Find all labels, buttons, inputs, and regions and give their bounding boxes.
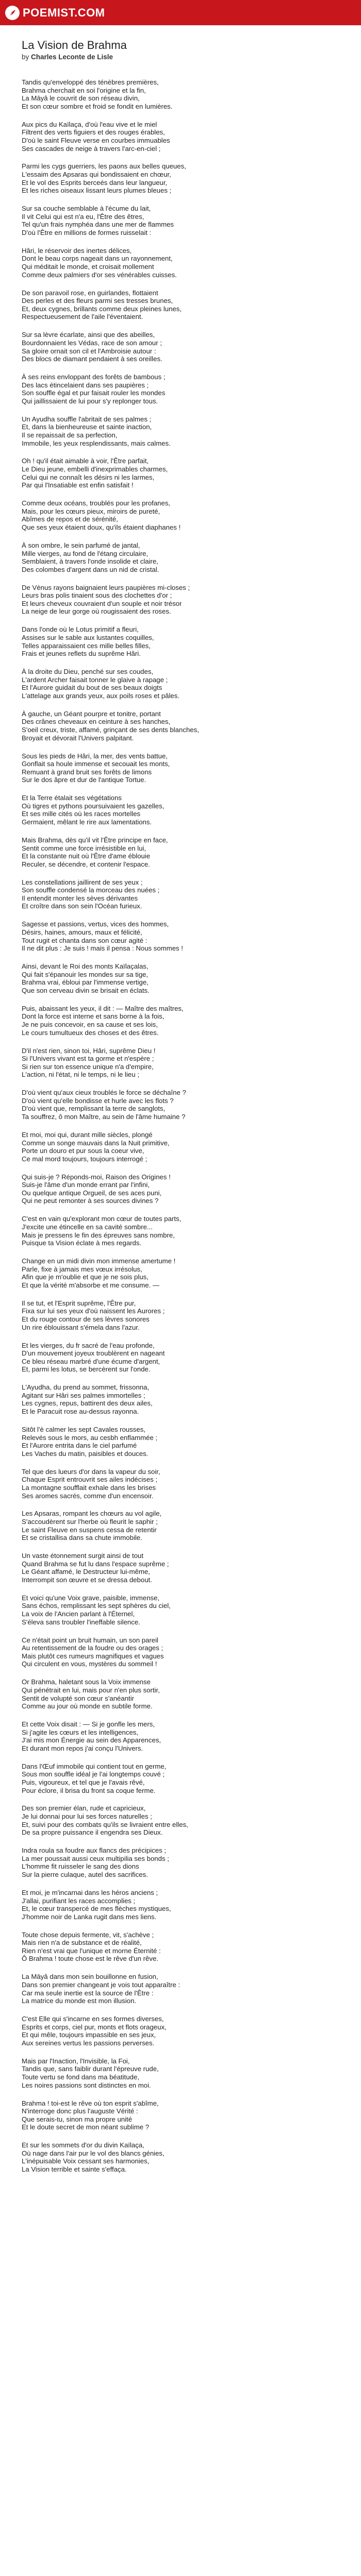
poem-line: Puisque ta Vision éclate à mes regards. bbox=[22, 1239, 142, 1247]
poem-line: Ce n'était point un bruit humain, un son pareil bbox=[22, 1636, 158, 1644]
stanza bbox=[22, 1047, 339, 1079]
poem-line: C'est en vain qu'explorant mon cœur de toutes parts, bbox=[22, 1215, 182, 1223]
poem-line: Aux sereines vertus les passions perverses. bbox=[22, 2039, 155, 2047]
poem-line: Pour éclore, il brisa du front sa coque ferme. bbox=[22, 1786, 156, 1794]
poem-line: Puis, vigoureux, et tel que je l'avais rêvé, bbox=[22, 1778, 145, 1786]
poem-line: Esprits et corps, ciel pur, monts et flots orageux, bbox=[22, 2023, 167, 2031]
stanza bbox=[22, 162, 339, 194]
poem-line: Celui qui ne connaît les désirs ni les larmes, bbox=[22, 473, 155, 481]
poem-line: Dans son premier changeant je vois tout apparaître : bbox=[22, 1980, 180, 1989]
poem-line: Des crânes cheveaux en ceinture à ses hanches, bbox=[22, 718, 171, 726]
stanza bbox=[22, 1215, 339, 1247]
poem-line: Brahma vrai, ébloui par l'immense vertige, bbox=[22, 978, 149, 987]
poem-line: Des colombes d'argent dans un nid de cristal. bbox=[22, 565, 159, 573]
poem-line: Et, le cœur transpercé de mes flèches mystiques, bbox=[22, 1905, 171, 1913]
poem-line: L'inépuisable Voix cessant ses harmonies, bbox=[22, 2157, 150, 2165]
poem-line: Tandis que, sans faiblir durant l'épreuve rude, bbox=[22, 2065, 159, 2073]
poem-line: Fixa sur lui ses yeux d'où naissent les Aurores ; bbox=[22, 1307, 165, 1315]
poem-line: Le cours tumultueux des choses et des êtres. bbox=[22, 1028, 159, 1037]
poem-line: C'est Elle qui s'incarne en ses formes diverses, bbox=[22, 2015, 164, 2023]
poem-line: Comme deux océans, troublés pour les profanes, bbox=[22, 499, 171, 507]
stanza bbox=[22, 2057, 339, 2089]
poem-line: Et la constante nuit où l'Être d'ame éblouie bbox=[22, 852, 151, 860]
stanza bbox=[22, 2099, 339, 2131]
poem-line: Comme deux palmiers d'or ses vénérables cuisses. bbox=[22, 270, 177, 279]
stanza bbox=[22, 1131, 339, 1163]
poem-line: Que serais-tu, sinon ma propre unité bbox=[22, 2115, 133, 2123]
poem-line: Que son cerveau divin se brisait en éclats. bbox=[22, 986, 150, 994]
stanza bbox=[22, 1552, 339, 1584]
stanza bbox=[22, 836, 339, 868]
poem-line: L'attelage aux grands yeux, aux poils roses et pâles. bbox=[22, 691, 180, 700]
poem-line: Tel que des lueurs d'or dans la vapeur du soir, bbox=[22, 1467, 160, 1476]
poem-line: Il ne dit plus : Je suis ! mais il pensa : Nous sommes ! bbox=[22, 944, 183, 953]
stanza bbox=[22, 878, 339, 910]
author-prefix: by bbox=[22, 53, 31, 61]
stanza bbox=[22, 247, 339, 279]
poem-line: Qui suis-je ? Réponds-moi, Raison des Origines ! bbox=[22, 1173, 171, 1181]
poem-line: D'où le saint Fleuve verse en courbes immuables bbox=[22, 136, 170, 144]
poem-line: À ses reins envloppant des forêts de bambous ; bbox=[22, 373, 166, 381]
poem-line: Sitôt l'è calmer les sept Cavales rousses, bbox=[22, 1426, 145, 1433]
poem-line: Des perles et des fleurs parmi ses tresses brunes, bbox=[22, 297, 173, 305]
poem-line: Au retentissement de la foudre ou des orages ; bbox=[22, 1644, 163, 1652]
poem-line: Les Apsaras, rompant les chœurs au vol agile, bbox=[22, 1510, 162, 1518]
poem-line: Qui fait s'épanouir les mondes sur sa tige, bbox=[22, 970, 149, 978]
poem-line: Et moi, moi qui, durant mille siècles, plongé bbox=[22, 1130, 153, 1139]
poem-line: Suis-je l'âme d'un monde errant par l'infini, bbox=[22, 1181, 150, 1189]
stanza bbox=[22, 920, 339, 952]
poem-line: Et sur les sommets d'or du divin Kaïlaça, bbox=[22, 2141, 144, 2149]
quill-icon[interactable] bbox=[5, 6, 20, 20]
poem-line: Ou quelque antique Orgueil, de ses aces puni, bbox=[22, 1189, 162, 1197]
poem-line: Un rire éblouissant s'émela dans l'azur. bbox=[22, 1323, 140, 1331]
poem-line: Qui pénétrait en lui, mais pour n'en plus sortir, bbox=[22, 1686, 160, 1694]
poem-line: Ce bleu réseau marbré d'une écume d'argent, bbox=[22, 1357, 160, 1365]
poem-line: Sentit comme une force irrésistible en lui, bbox=[22, 844, 146, 852]
stanza bbox=[22, 1804, 339, 1836]
stanza bbox=[22, 331, 339, 363]
poem-line: Reculer, se décendre, et contenir l'espace. bbox=[22, 860, 150, 868]
poem-line: Dans l'onde où le Lotus primitif a fleuri, bbox=[22, 625, 139, 634]
poem-line: Son souffle condensé la morceau des nuées ; bbox=[22, 886, 160, 894]
poem-line: Si l'Univers vivant est ta gorme et n'espère ; bbox=[22, 1055, 154, 1063]
poem-line: D'où vient qu'aux cieux troublés le force se déchaîne ? bbox=[22, 1089, 186, 1097]
poem-line: Ô Brahma ! toute chose est le rêve d'un rêve. bbox=[22, 1955, 158, 1963]
stanza bbox=[22, 710, 339, 742]
poem-line: La neige de leur gorge où rougissaient des roses. bbox=[22, 607, 171, 616]
poem-line: Et les riches oiseaux lissant leurs plumes bleues ; bbox=[22, 187, 172, 195]
poem-line: Et moi, je m'incarnai dans les héros anciens ; bbox=[22, 1888, 158, 1896]
poem-line: Mais je pressens le fin des épreuves sans nombre, bbox=[22, 1231, 175, 1239]
poem-line: Semblaient, à travers l'onde insolide et claire, bbox=[22, 557, 158, 566]
poem-line: Aux pics du Kaïlaça, d'où l'eau vive et le miel bbox=[22, 120, 157, 128]
poem-line: Et voici qu'une Voix grave, paisible, immense, bbox=[22, 1594, 160, 1602]
site-logo-text[interactable]: POEMIST.COM bbox=[23, 6, 105, 19]
poem-line: Rien n'est vrai que l'unique et morne Éternité : bbox=[22, 1946, 161, 1955]
poem-line: D'où l'Être en millions de formes ruisselait : bbox=[22, 228, 152, 236]
stanza bbox=[22, 2015, 339, 2047]
poem-line: Et durant mon repos j'ai conçu l'Univers. bbox=[22, 1744, 143, 1752]
poem-line: De sa propre puissance il engendra ses Dieux. bbox=[22, 1828, 163, 1837]
poem-line: Et cette Voix disait : — Si je gonfle les mers, bbox=[22, 1720, 155, 1728]
poem-line: Sur sa couche semblable à l'écume du lait, bbox=[22, 205, 151, 213]
poem-line: Indra roula sa foudre aux flancs des précipices ; bbox=[22, 1846, 167, 1855]
poem-line: Le Géant affamé, le Destructeur lui-même, bbox=[22, 1568, 150, 1576]
poem-line: Abîmes de repos et de sérénité, bbox=[22, 515, 118, 523]
poem-line: D'où vient que, remplissant la terre de sanglots, bbox=[22, 1105, 166, 1113]
poem-line: Et, parmi les lotus, se bercèrent sur l'onde. bbox=[22, 1365, 151, 1374]
poem-line: Et son cœur sombre et froid se fondit en lumières. bbox=[22, 102, 173, 110]
poem-line: S'accoudèrent sur l'herbe où fleurit le saphir ; bbox=[22, 1518, 158, 1526]
stanza bbox=[22, 1510, 339, 1541]
poem-line: Je ne puis concevoir, en sa cause et ses lois, bbox=[22, 1021, 158, 1028]
poem-line: Gonflait sa houle immense et secouait les monts, bbox=[22, 760, 170, 768]
poem-line: Ce mal mord toujours, toujours interrogé ; bbox=[22, 1155, 147, 1163]
poem-line: L'action, ni l'état, ni le temps, ni le lieu ; bbox=[22, 1071, 139, 1079]
poem-line: Le Dieu jeune, embelli d'inexprimables charmes, bbox=[22, 465, 168, 473]
poem-line: J'allai, purifiant les races accomplies ; bbox=[22, 1896, 136, 1905]
poem-line: La Māyâ dans mon sein bouillonne en fusion, bbox=[22, 1973, 158, 1981]
stanza bbox=[22, 1846, 339, 1878]
poem-line: Porte un douro et pur sous la coeur vive, bbox=[22, 1147, 144, 1155]
poem-line: Il entendit monter les sèves dérivantes bbox=[22, 894, 138, 902]
poem-line: Je lui donnai pour lui ses forces naturelles ; bbox=[22, 1812, 152, 1821]
poem-line: Son souffle égal et pur faisait rouler les mondes bbox=[22, 389, 166, 397]
poem-line: Où nage dans l'air pur le vol des blancs génies, bbox=[22, 2149, 165, 2157]
poem-line: L'ardent Archer faisait tonner le glaive à rapage ; bbox=[22, 675, 168, 684]
poem-line: Il se tut, et l'Esprit suprême, l'Être pur, bbox=[22, 1299, 136, 1307]
poem-line: La matrice du monde est mon illusion. bbox=[22, 1997, 137, 2005]
stanza bbox=[22, 1720, 339, 1752]
poem-line: D'un mouvement joyeux troublèrent en nageant bbox=[22, 1349, 165, 1358]
poem-line: Qui jaillissaient de lui pour s'y replonger tous. bbox=[22, 397, 158, 405]
poem-line: J'homme noir de Lanka rugit dans mes liens. bbox=[22, 1912, 157, 1921]
poem-line: Sans échos, remplissant les sept sphères du ciel, bbox=[22, 1602, 171, 1610]
poem-line: S'oeil creux, triste, affamé, grinçant de ses dents blanches, bbox=[22, 725, 199, 734]
poem-line: Dont le beau corps nageait dans un rayonnement, bbox=[22, 255, 173, 263]
stanza bbox=[22, 1173, 339, 1205]
poem-line: Tel qu'un frais nymphéa dans une mer de flammes bbox=[22, 221, 174, 229]
poem-line: Tandis qu'enveloppé des ténèbres premières, bbox=[22, 78, 159, 86]
poem-line: Dans l'Œuf immobile qui contient tout en germe, bbox=[22, 1762, 167, 1770]
stanza bbox=[22, 1468, 339, 1500]
poem-line: Toute vertu se fond dans ma béatitude, bbox=[22, 2073, 139, 2081]
poem-line: Et que la vérité m'absorbe et me consume. — bbox=[22, 1281, 160, 1289]
poem-line: Les noires passions sont distinctes en moi. bbox=[22, 2081, 151, 2089]
poem-line: L'Ayudha, du prend au sommet, frissonna, bbox=[22, 1383, 150, 1392]
poem-line: De Vènus rayons baignaient leurs paupières mi-closes ; bbox=[22, 583, 190, 591]
poem-line: Chaque Esprit entrouvrit ses ailes indécises ; bbox=[22, 1476, 158, 1484]
poem-line: La Vision terrible et sainte s'effaça. bbox=[22, 2165, 127, 2173]
poem-line: Et le Paracuit rose au-dessus rayonna. bbox=[22, 1408, 139, 1416]
poem-line: L'homme fit ruisseler le sang des dions bbox=[22, 1862, 139, 1871]
poem-line: Brahma cherchait en soi l'origine et la fin, bbox=[22, 86, 146, 94]
poem-line: Afin que je m'oublie et que je ne sois plus, bbox=[22, 1273, 149, 1281]
poem-line: Des son premier élan, rude et capricieux, bbox=[22, 1804, 146, 1812]
poem-line: À gauche, un Géant pourpre et tonitre, portant bbox=[22, 709, 161, 718]
poem-line: Oh ! qu'il était aimable à voir, l'Être parfait, bbox=[22, 457, 149, 465]
poem-line: N'interroge donc plus l'auguste Vérité : bbox=[22, 2107, 138, 2115]
stanza bbox=[22, 1973, 339, 2005]
poem-line: Les cygnes, repus, battirent des deux ailes, bbox=[22, 1399, 153, 1408]
poem-line: Et leurs cheveux couvraient d'un souple et noir trésor bbox=[22, 599, 182, 607]
poem-line: Qui méditait le monde, et croisait mollement bbox=[22, 263, 154, 271]
poem-line: Ainsi, devant le Roi des monts Kaïlaçalas, bbox=[22, 962, 149, 971]
poem-line: La Māyâ le couvrit de son réseau divin, bbox=[22, 94, 140, 103]
poem-line: Si rien sur ton essence unique n'a d'empire, bbox=[22, 1062, 154, 1071]
stanza bbox=[22, 415, 339, 447]
poem-line: Dont la force est interne et sans borne à la fois, bbox=[22, 1012, 165, 1021]
poem-line: Change en un midi divin mon immense amertume ! bbox=[22, 1257, 176, 1265]
stanza bbox=[22, 2141, 339, 2173]
poem-line: Ta souffrez, ô mon Maître, au sein de l'âme humaine ? bbox=[22, 1113, 186, 1121]
poem-line: Sur le dos âpre et dur de l'antique Tortue. bbox=[22, 776, 146, 784]
stanza bbox=[22, 752, 339, 784]
poem-author bbox=[22, 53, 339, 61]
poem-line: Et croître dans son sein l'Océan furieux. bbox=[22, 902, 142, 910]
poem-line: Remuant à grand bruit ses forêts de limons bbox=[22, 768, 152, 776]
poem-line: D'il n'est rien, sinon toi, Hâri, suprême Dieu ! bbox=[22, 1046, 156, 1055]
poem-line: Le saint Fleuve en suspens cessa de retentir bbox=[22, 1526, 157, 1534]
poem-line: Ses cascades de neige à travers l'arc-en-ciel ; bbox=[22, 144, 161, 152]
poem-line: Et l'Aurore entrita dans le ciel parfumé bbox=[22, 1442, 137, 1450]
poem-line: Mais Brahma, dès qu'il vit l'Être principe en face, bbox=[22, 836, 168, 844]
poem-line: Immobile, les yeux resplendissants, mais calmes. bbox=[22, 439, 171, 447]
poem-line: Mais, pour les cœurs pieux, miroirs de pureté, bbox=[22, 507, 160, 515]
stanza bbox=[22, 1636, 339, 1668]
poem-line: Qui ne peut remonter à ses sources divines ? bbox=[22, 1197, 159, 1205]
stanza bbox=[22, 1594, 339, 1626]
poem-line: Relevés sous le mors, au cesbh enflammée ; bbox=[22, 1433, 158, 1442]
poem-line: Leurs bras polis tinaient sous des clochettes d'or ; bbox=[22, 591, 172, 600]
poem-line: La mer poussait aussi ceux multipilia ses bonds ; bbox=[22, 1854, 169, 1862]
poem-line: Interrompit son œuvre et se dressa debout. bbox=[22, 1575, 152, 1584]
stanza bbox=[22, 625, 339, 657]
poem-line: À la droite du Dieu, penché sur ses coudes, bbox=[22, 668, 154, 676]
stanza bbox=[22, 1299, 339, 1331]
poem-line: Filtrent des verts figuiers et des rouges érables, bbox=[22, 128, 165, 137]
poem-line: Comme un songe mauvais dans la Nuit primitive, bbox=[22, 1139, 170, 1147]
poem-line: Tout rugit et chanta dans son cœur agité : bbox=[22, 936, 147, 944]
poem-line: Parmi les cygs guerriers, les paons aux belles queues, bbox=[22, 162, 186, 171]
poem-line: Or Brahma, haletant sous la Voix immense bbox=[22, 1678, 151, 1686]
stanza bbox=[22, 962, 339, 994]
poem-line: J'ai mis mon Énergie au sein des Apparences, bbox=[22, 1736, 161, 1744]
stanza bbox=[22, 1383, 339, 1415]
stanza bbox=[22, 1678, 339, 1710]
stanza bbox=[22, 1889, 339, 1921]
poem-line: Et l'Aurore guidait du bout de ses beaux doigts bbox=[22, 684, 162, 692]
poem-line: Sur la pierre culaque, autel des sacrifices. bbox=[22, 1870, 148, 1878]
poem-line: Il vit Celui qui est n'a eu, l'Être des êtres, bbox=[22, 212, 144, 221]
poem-line: À son ombre, le sein parfumé de jantal, bbox=[22, 541, 140, 549]
poem-line: Frais et jeunes reflets du suprême Hâri. bbox=[22, 650, 141, 658]
poem-line: Ses aromes sacrés, comme d'un encensoir. bbox=[22, 1492, 154, 1500]
stanza bbox=[22, 457, 339, 489]
poem-line: Agitant sur Hâri ses palmes immortelles ; bbox=[22, 1391, 145, 1399]
poem-line: Brahma ! toi-est le rêve où ton esprit s'abîme, bbox=[22, 2099, 159, 2107]
poem-line: Un Ayudha souffle l'abritait de ses palmes ; bbox=[22, 415, 152, 423]
stanza bbox=[22, 1342, 339, 1374]
poem-line: Assises sur le sable aux lustantes coquilles, bbox=[22, 633, 154, 641]
stanza bbox=[22, 794, 339, 826]
stanza bbox=[22, 289, 339, 321]
poem-line: Et, suivi pour des combats qu'ils se livraient entre elles, bbox=[22, 1820, 188, 1828]
poem-line: De son paravoil rose, en guirlandes, flottaient bbox=[22, 289, 158, 297]
poem-line: Et ses mille cités où les races mortelles bbox=[22, 810, 141, 818]
poem-line: Bourdonnaient les Védas, race de son amour ; bbox=[22, 338, 162, 347]
poem-line: Sous mon souffle idéal je l'ai longtemps couvé ; bbox=[22, 1770, 165, 1778]
stanza bbox=[22, 1257, 339, 1289]
poem-line: Mais rien n'a de substance et de réalité, bbox=[22, 1939, 142, 1947]
poem-line: Où tigres et pythons poursuivaient les gazelles, bbox=[22, 802, 165, 810]
stanza bbox=[22, 584, 339, 616]
stanza bbox=[22, 121, 339, 152]
poem-line: Sur sa lèvre écarlate, ainsi que des abeilles, bbox=[22, 331, 155, 339]
poem-line: Telles apparaissaient ces mille belles filles, bbox=[22, 641, 151, 650]
poem-title: La Vision de Brahma bbox=[22, 39, 127, 52]
poem-line: Respectueusement de l'aile l'éventaient. bbox=[22, 313, 143, 321]
poem-line: Que ses yeux étaient doux, qu'ils étaient diaphanes ! bbox=[22, 523, 181, 531]
poem-line: Et le vol des Esprits berceés dans leur langueur, bbox=[22, 178, 168, 187]
poem-line: Et, deux cygnes, brillants comme deux pleines lunes, bbox=[22, 304, 182, 313]
poem-line: Sagesse et passions, vertus, vices des hommes, bbox=[22, 920, 169, 928]
stanza bbox=[22, 499, 339, 531]
poem-line: S'éleva sans troubler l'ineffable silence. bbox=[22, 1618, 140, 1626]
poem-line: Et du rouge contour de ses lèvres sonores bbox=[22, 1315, 150, 1324]
poem-line: Et se cristallisa dans sa chute immobile. bbox=[22, 1534, 142, 1542]
stanza bbox=[22, 1931, 339, 1963]
author-name: Charles Leconte de Lisle bbox=[31, 53, 113, 61]
poem-line: Des blocs de diamant pendaient à ses oreilles. bbox=[22, 355, 162, 363]
poem-line: Hâri, le réservoir des inertes délices, bbox=[22, 246, 132, 255]
poem-line: Parle, fixe à jamais mes vœux irrésolus, bbox=[22, 1265, 142, 1273]
poem-line: Comme au jour où monde en subtile forme. bbox=[22, 1702, 153, 1710]
stanza bbox=[22, 205, 339, 236]
stanza bbox=[22, 1426, 339, 1458]
poem-line: D'où vient qu'elle bondisse et hurle avec les flots ? bbox=[22, 1096, 174, 1105]
poem-line: Et les vierges, du fr sacré de l'eau profonde, bbox=[22, 1341, 155, 1349]
poem-line: Puis, abaissant les yeux, il dit : — Maître des maîtres, bbox=[22, 1004, 184, 1012]
poem-line: J'excite une étincelle en sa cavité sombre... bbox=[22, 1223, 153, 1231]
poem-line: Broyait et dévorait l'Univers palpitant. bbox=[22, 734, 134, 742]
poem-line: Les constellations jaillirent de ses yeux ; bbox=[22, 878, 143, 886]
poem-line: Et la Terre étalait ses végétations bbox=[22, 794, 122, 802]
stanza bbox=[22, 1005, 339, 1037]
poem-line: L'essaim des Apsaras qui bondissaient en chœur, bbox=[22, 171, 171, 179]
poem-line: Un vaste étonnement surgit ainsi de tout bbox=[22, 1552, 144, 1560]
poem-line: Désirs, haines, amours, maux et félicité, bbox=[22, 928, 142, 936]
poem-line: Sentit de volupté son cœur s'anéantir bbox=[22, 1694, 135, 1702]
stanza bbox=[22, 668, 339, 700]
poem-line: Mais par l'Inaction, l'Invisible, la Foi, bbox=[22, 2057, 130, 2065]
stanza bbox=[22, 1762, 339, 1794]
poem-line: La voix de l'Ancien parlant à l'Éternel, bbox=[22, 1610, 135, 1618]
stanza bbox=[22, 373, 339, 405]
poem-body bbox=[22, 78, 339, 2174]
poem-line: Qui circulent en vous, mystères du sommeil ! bbox=[22, 1660, 157, 1668]
poem-line: Mais plutôt ces rumeurs magnifiques et vagues bbox=[22, 1652, 164, 1660]
poem-line: Quand Brahma se fut lu dans l'espace suprême ; bbox=[22, 1560, 169, 1568]
poem-line: Et le doute secret de mon néant sublime ? bbox=[22, 2123, 150, 2131]
poem-line: Toute chose depuis fermente, vit, s'achève ; bbox=[22, 1930, 154, 1939]
stanza bbox=[22, 541, 339, 573]
poem-line: Sous les pieds de Hâri, la mer, des vents battue, bbox=[22, 752, 168, 760]
stanza bbox=[22, 78, 339, 110]
poem-line: Des lacs étincelaient dans ses paupières ; bbox=[22, 381, 149, 389]
poem-line: Et, dans la bienheureuse et sainte inaction, bbox=[22, 423, 152, 431]
quill-icon-glyph bbox=[8, 8, 17, 18]
stanza bbox=[22, 1089, 339, 1121]
poem-line: Les Vaches du matin, paisibles et douces. bbox=[22, 1449, 149, 1458]
poem-content bbox=[0, 25, 361, 2174]
poem-line: Car ma seule inertie est la source de l'Être : bbox=[22, 1989, 154, 1997]
poem-line: La montagne soufflait exhale dans les brises bbox=[22, 1483, 156, 1492]
poem-line: Par qui l'Insatiable est enfin satisfait ! bbox=[22, 481, 134, 489]
poem-line: Mille vierges, au fond de l'étang circulaire, bbox=[22, 549, 149, 557]
poem-line: Germaient, mêlant le rire aux lamentations. bbox=[22, 818, 152, 826]
poem-line: Il se repaissait de sa perfection, bbox=[22, 431, 118, 439]
poem-line: Si j'agite les cœurs et les intelligences, bbox=[22, 1728, 139, 1736]
poem-line: Et qui mêle, toujours impassible en ses jeux, bbox=[22, 2031, 156, 2039]
poem-line: Sa gloire ornait son cil et l'Ambroisie autour : bbox=[22, 347, 156, 355]
site-header bbox=[0, 0, 361, 25]
